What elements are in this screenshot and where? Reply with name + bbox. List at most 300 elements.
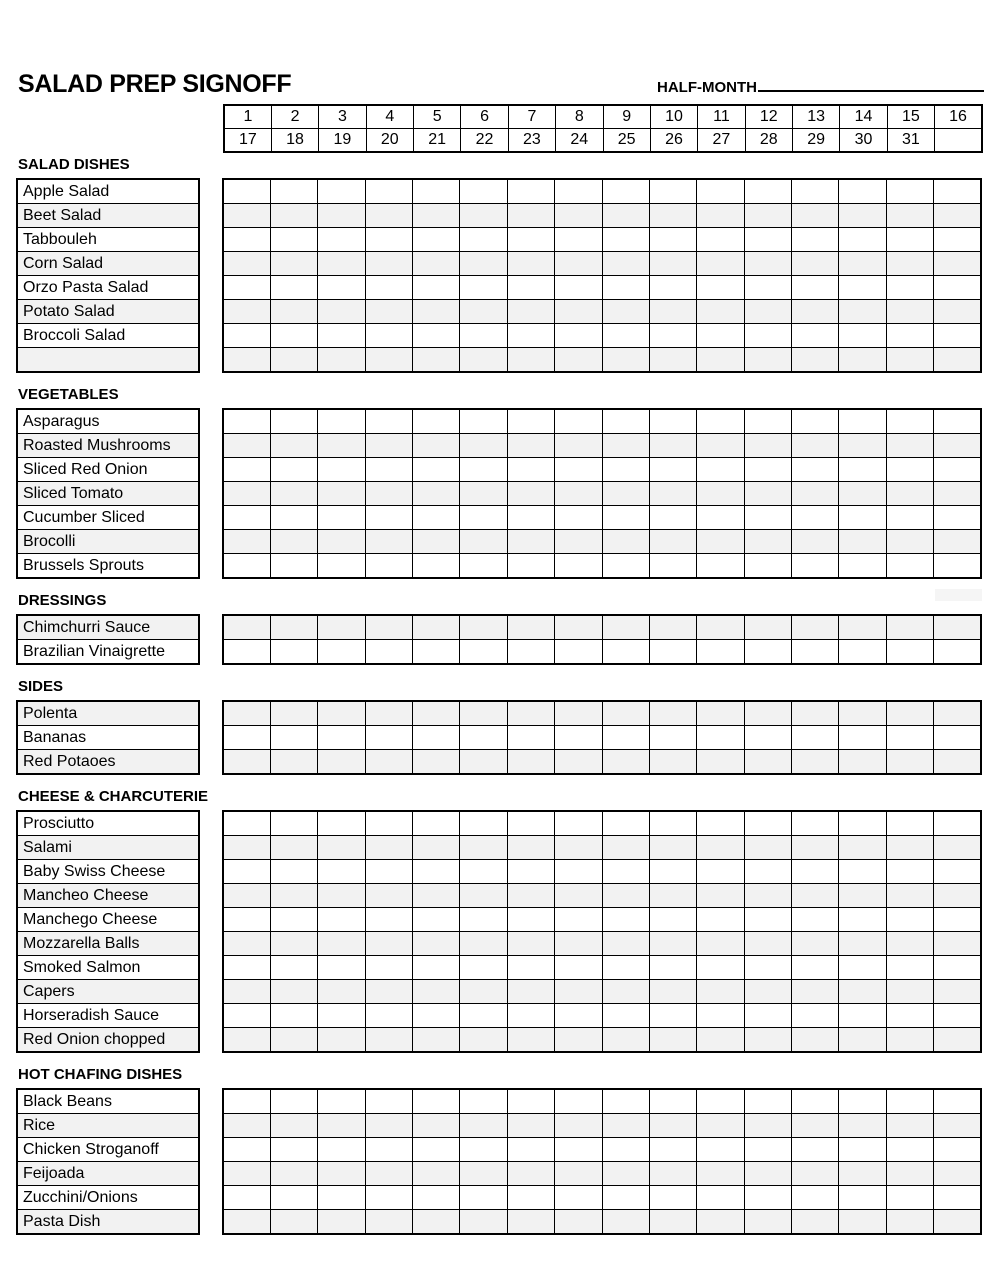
signoff-cell <box>697 1186 744 1210</box>
signoff-cell <box>886 701 933 726</box>
signoff-cell <box>270 458 317 482</box>
signoff-row <box>223 530 981 554</box>
signoff-row <box>223 324 981 348</box>
signoff-cell <box>460 324 507 348</box>
signoff-row <box>223 932 981 956</box>
signoff-cell <box>318 348 365 373</box>
signoff-cell <box>792 811 839 836</box>
item-row <box>17 434 199 458</box>
signoff-cell <box>934 726 981 750</box>
signoff-cell <box>460 1089 507 1114</box>
signoff-cell <box>318 640 365 665</box>
signoff-cell <box>413 908 460 932</box>
signoff-cell <box>697 750 744 775</box>
half-month-blank-line <box>758 77 984 92</box>
signoff-cell <box>223 204 270 228</box>
signoff-cell <box>792 884 839 908</box>
signoff-cell <box>839 980 886 1004</box>
signoff-row <box>223 204 981 228</box>
item-row <box>17 932 199 956</box>
signoff-cell <box>555 530 602 554</box>
signoff-cell <box>413 1089 460 1114</box>
signoff-cell <box>223 726 270 750</box>
item-row <box>17 1186 199 1210</box>
signoff-cell <box>365 1186 412 1210</box>
item-list-table <box>16 178 200 373</box>
calendar-day-cell: 31 <box>887 129 934 153</box>
section-body <box>16 408 986 579</box>
signoff-cell <box>697 980 744 1004</box>
calendar-day-cell: 20 <box>366 129 413 153</box>
signoff-cell <box>507 884 554 908</box>
signoff-cell <box>460 204 507 228</box>
signoff-cell <box>223 1089 270 1114</box>
signoff-cell <box>555 458 602 482</box>
signoff-cell <box>602 1138 649 1162</box>
signoff-cell <box>934 204 981 228</box>
calendar-day-cell: 28 <box>745 129 792 153</box>
signoff-cell <box>839 811 886 836</box>
section-body <box>16 700 986 775</box>
signoff-cell <box>934 1114 981 1138</box>
signoff-cell <box>318 750 365 775</box>
signoff-cell <box>649 276 696 300</box>
signoff-cell <box>697 252 744 276</box>
signoff-cell <box>792 179 839 204</box>
signoff-cell <box>839 482 886 506</box>
section-body <box>16 178 986 373</box>
signoff-cell <box>460 1186 507 1210</box>
signoff-cell <box>602 204 649 228</box>
signoff-cell <box>839 300 886 324</box>
signoff-cell <box>413 980 460 1004</box>
signoff-cell <box>697 1162 744 1186</box>
signoff-cell <box>839 204 886 228</box>
item-label-cell: Beet Salad <box>17 204 199 228</box>
signoff-cell <box>365 482 412 506</box>
signoff-cell <box>602 300 649 324</box>
signoff-cell <box>318 1138 365 1162</box>
signoff-cell <box>792 506 839 530</box>
signoff-cell <box>555 980 602 1004</box>
section-title: VEGETABLES <box>18 386 119 403</box>
signoff-cell <box>365 980 412 1004</box>
signoff-cell <box>602 324 649 348</box>
section <box>16 1066 986 1235</box>
signoff-row <box>223 956 981 980</box>
signoff-cell <box>649 956 696 980</box>
signoff-cell <box>744 276 791 300</box>
signoff-cell <box>649 1138 696 1162</box>
signoff-cell <box>697 836 744 860</box>
signoff-cell <box>886 836 933 860</box>
signoff-cell <box>507 640 554 665</box>
item-row <box>17 1138 199 1162</box>
signoff-cell <box>602 884 649 908</box>
signoff-cell <box>555 836 602 860</box>
calendar-table-body <box>224 105 982 152</box>
signoff-cell <box>697 228 744 252</box>
signoff-cell <box>460 956 507 980</box>
signoff-row <box>223 908 981 932</box>
sections <box>16 156 986 1248</box>
signoff-cell <box>792 908 839 932</box>
signoff-cell <box>934 860 981 884</box>
signoff-cell <box>460 482 507 506</box>
signoff-row <box>223 1210 981 1235</box>
signoff-cell <box>507 908 554 932</box>
signoff-cell <box>413 1210 460 1235</box>
signoff-cell <box>460 640 507 665</box>
signoff-cell <box>792 434 839 458</box>
section <box>16 592 986 665</box>
signoff-cell <box>555 701 602 726</box>
signoff-cell <box>507 860 554 884</box>
signoff-cell <box>602 458 649 482</box>
signoff-cell <box>555 506 602 530</box>
signoff-cell <box>649 980 696 1004</box>
signoff-cell <box>365 276 412 300</box>
signoff-cell <box>365 1089 412 1114</box>
signoff-cell <box>270 750 317 775</box>
item-label-cell: Feijoada <box>17 1162 199 1186</box>
half-month-label: HALF-MONTH <box>657 79 757 96</box>
signoff-cell <box>792 458 839 482</box>
signoff-cell <box>602 956 649 980</box>
signoff-cell <box>839 458 886 482</box>
signoff-cell <box>744 908 791 932</box>
signoff-cell <box>555 884 602 908</box>
signoff-cell <box>318 884 365 908</box>
signoff-cell <box>886 932 933 956</box>
signoff-cell <box>460 726 507 750</box>
signoff-cell <box>555 482 602 506</box>
signoff-cell <box>460 701 507 726</box>
signoff-row <box>223 836 981 860</box>
signoff-cell <box>318 482 365 506</box>
signoff-cell <box>744 458 791 482</box>
signoff-cell <box>934 1162 981 1186</box>
signoff-cell <box>792 1114 839 1138</box>
signoff-cell <box>460 276 507 300</box>
calendar-day-cell: 24 <box>556 129 603 153</box>
signoff-cell <box>792 409 839 434</box>
signoff-cell <box>318 836 365 860</box>
signoff-cell <box>223 750 270 775</box>
signoff-cell <box>413 458 460 482</box>
signoff-cell <box>697 179 744 204</box>
calendar-day-cell: 9 <box>603 105 650 129</box>
signoff-cell <box>413 615 460 640</box>
item-label-cell: Roasted Mushrooms <box>17 434 199 458</box>
signoff-cell <box>413 252 460 276</box>
item-row <box>17 980 199 1004</box>
signoff-cell <box>318 179 365 204</box>
signoff-cell <box>507 409 554 434</box>
signoff-cell <box>744 530 791 554</box>
signoff-cell <box>365 726 412 750</box>
signoff-cell <box>318 506 365 530</box>
signoff-cell <box>934 530 981 554</box>
signoff-cell <box>365 701 412 726</box>
signoff-cell <box>365 458 412 482</box>
signoff-grid-table <box>222 700 982 775</box>
signoff-cell <box>934 908 981 932</box>
signoff-cell <box>555 1114 602 1138</box>
signoff-cell <box>413 506 460 530</box>
signoff-cell <box>413 204 460 228</box>
signoff-cell <box>223 300 270 324</box>
signoff-cell <box>318 1028 365 1053</box>
signoff-cell <box>318 811 365 836</box>
signoff-cell <box>602 640 649 665</box>
signoff-cell <box>792 276 839 300</box>
signoff-cell <box>792 726 839 750</box>
signoff-cell <box>507 1028 554 1053</box>
signoff-cell <box>886 252 933 276</box>
item-label-cell: Rice <box>17 1114 199 1138</box>
item-label-cell: Potato Salad <box>17 300 199 324</box>
signoff-row <box>223 482 981 506</box>
half-month-field <box>657 77 984 96</box>
signoff-cell <box>318 908 365 932</box>
item-row <box>17 1089 199 1114</box>
signoff-cell <box>270 179 317 204</box>
signoff-cell <box>792 204 839 228</box>
signoff-cell <box>270 506 317 530</box>
signoff-cell <box>886 980 933 1004</box>
signoff-cell <box>270 726 317 750</box>
signoff-cell <box>602 1114 649 1138</box>
calendar-day-cell: 6 <box>461 105 508 129</box>
signoff-cell <box>649 860 696 884</box>
section <box>16 156 986 373</box>
signoff-cell <box>318 956 365 980</box>
signoff-cell <box>555 1186 602 1210</box>
signoff-cell <box>365 204 412 228</box>
signoff-cell <box>886 204 933 228</box>
item-row <box>17 506 199 530</box>
item-label-cell: Red Onion chopped <box>17 1028 199 1053</box>
signoff-cell <box>223 615 270 640</box>
section-body <box>16 614 986 665</box>
signoff-cell <box>460 1162 507 1186</box>
signoff-cell <box>460 409 507 434</box>
signoff-cell <box>223 836 270 860</box>
item-label-cell: Orzo Pasta Salad <box>17 276 199 300</box>
signoff-cell <box>602 836 649 860</box>
signoff-cell <box>318 1089 365 1114</box>
signoff-cell <box>744 956 791 980</box>
signoff-cell <box>839 324 886 348</box>
signoff-cell <box>934 1004 981 1028</box>
signoff-cell <box>460 1028 507 1053</box>
signoff-cell <box>223 860 270 884</box>
item-row <box>17 300 199 324</box>
signoff-cell <box>413 956 460 980</box>
signoff-cell <box>744 228 791 252</box>
item-label-cell: Cucumber Sliced <box>17 506 199 530</box>
signoff-cell <box>460 300 507 324</box>
signoff-cell <box>697 956 744 980</box>
signoff-cell <box>270 956 317 980</box>
signoff-cell <box>555 1210 602 1235</box>
signoff-cell <box>886 276 933 300</box>
signoff-cell <box>602 932 649 956</box>
signoff-cell <box>365 908 412 932</box>
signoff-cell <box>270 252 317 276</box>
item-list-table <box>16 614 200 665</box>
signoff-cell <box>792 750 839 775</box>
signoff-cell <box>744 324 791 348</box>
signoff-cell <box>223 434 270 458</box>
item-row <box>17 252 199 276</box>
signoff-cell <box>365 228 412 252</box>
signoff-cell <box>555 409 602 434</box>
signoff-cell <box>365 1028 412 1053</box>
signoff-cell <box>507 811 554 836</box>
signoff-cell <box>413 1004 460 1028</box>
signoff-cell <box>460 434 507 458</box>
signoff-grid-table <box>222 810 982 1053</box>
signoff-cell <box>697 530 744 554</box>
signoff-cell <box>649 300 696 324</box>
item-label-cell: Brussels Sprouts <box>17 554 199 579</box>
signoff-cell <box>413 348 460 373</box>
signoff-cell <box>555 554 602 579</box>
item-label-cell: Broccoli Salad <box>17 324 199 348</box>
signoff-cell <box>649 615 696 640</box>
signoff-cell <box>744 300 791 324</box>
section <box>16 678 986 775</box>
signoff-cell <box>886 860 933 884</box>
signoff-cell <box>602 348 649 373</box>
calendar-day-cell: 17 <box>224 129 271 153</box>
signoff-cell <box>792 980 839 1004</box>
signoff-cell <box>318 228 365 252</box>
signoff-cell <box>886 228 933 252</box>
signoff-cell <box>507 956 554 980</box>
signoff-cell <box>555 324 602 348</box>
signoff-cell <box>365 434 412 458</box>
item-row <box>17 179 199 204</box>
signoff-cell <box>555 1028 602 1053</box>
calendar-day-cell: 23 <box>508 129 555 153</box>
item-row <box>17 1162 199 1186</box>
signoff-cell <box>365 1210 412 1235</box>
signoff-cell <box>555 300 602 324</box>
section-body <box>16 810 986 1053</box>
signoff-row <box>223 252 981 276</box>
signoff-cell <box>697 860 744 884</box>
signoff-cell <box>555 348 602 373</box>
signoff-cell <box>934 458 981 482</box>
signoff-cell <box>602 276 649 300</box>
signoff-cell <box>934 348 981 373</box>
signoff-cell <box>697 1114 744 1138</box>
signoff-cell <box>318 1210 365 1235</box>
item-row <box>17 726 199 750</box>
signoff-row <box>223 179 981 204</box>
signoff-cell <box>886 324 933 348</box>
signoff-cell <box>507 1210 554 1235</box>
signoff-cell <box>413 1162 460 1186</box>
signoff-cell <box>507 179 554 204</box>
signoff-cell <box>602 701 649 726</box>
signoff-cell <box>886 482 933 506</box>
signoff-row <box>223 811 981 836</box>
signoff-cell <box>886 884 933 908</box>
signoff-cell <box>270 204 317 228</box>
signoff-cell <box>507 482 554 506</box>
signoff-cell <box>223 458 270 482</box>
calendar-day-cell: 18 <box>271 129 318 153</box>
signoff-cell <box>365 348 412 373</box>
signoff-cell <box>413 409 460 434</box>
section-title: CHEESE & CHARCUTERIE <box>18 788 209 805</box>
calendar-day-cell: 1 <box>224 105 271 129</box>
signoff-cell <box>649 228 696 252</box>
signoff-cell <box>413 811 460 836</box>
signoff-row <box>223 701 981 726</box>
signoff-cell <box>602 726 649 750</box>
signoff-cell <box>365 640 412 665</box>
signoff-cell <box>934 482 981 506</box>
signoff-cell <box>839 276 886 300</box>
signoff-cell <box>555 1089 602 1114</box>
signoff-cell <box>744 932 791 956</box>
signoff-cell <box>886 1089 933 1114</box>
signoff-cell <box>365 956 412 980</box>
item-list-table <box>16 1088 200 1235</box>
signoff-cell <box>744 409 791 434</box>
calendar-day-cell: 12 <box>745 105 792 129</box>
signoff-cell <box>318 300 365 324</box>
signoff-cell <box>792 1138 839 1162</box>
signoff-cell <box>649 506 696 530</box>
signoff-cell <box>839 506 886 530</box>
item-row <box>17 348 199 373</box>
calendar-day-cell: 7 <box>508 105 555 129</box>
signoff-cell <box>270 980 317 1004</box>
signoff-row <box>223 1162 981 1186</box>
signoff-cell <box>839 615 886 640</box>
signoff-cell <box>555 1138 602 1162</box>
signoff-cell <box>886 726 933 750</box>
signoff-cell <box>270 530 317 554</box>
signoff-cell <box>886 1138 933 1162</box>
signoff-cell <box>602 530 649 554</box>
signoff-cell <box>697 1210 744 1235</box>
signoff-cell <box>697 1028 744 1053</box>
signoff-cell <box>792 482 839 506</box>
section <box>16 386 986 579</box>
signoff-cell <box>507 1162 554 1186</box>
signoff-cell <box>839 640 886 665</box>
signoff-cell <box>839 1028 886 1053</box>
item-label-cell: Corn Salad <box>17 252 199 276</box>
signoff-cell <box>413 1186 460 1210</box>
signoff-cell <box>934 884 981 908</box>
signoff-cell <box>886 1162 933 1186</box>
signoff-cell <box>365 836 412 860</box>
signoff-cell <box>318 434 365 458</box>
signoff-cell <box>934 1138 981 1162</box>
signoff-cell <box>886 348 933 373</box>
item-row <box>17 836 199 860</box>
signoff-row <box>223 860 981 884</box>
page-title: SALAD PREP SIGNOFF <box>18 70 292 98</box>
